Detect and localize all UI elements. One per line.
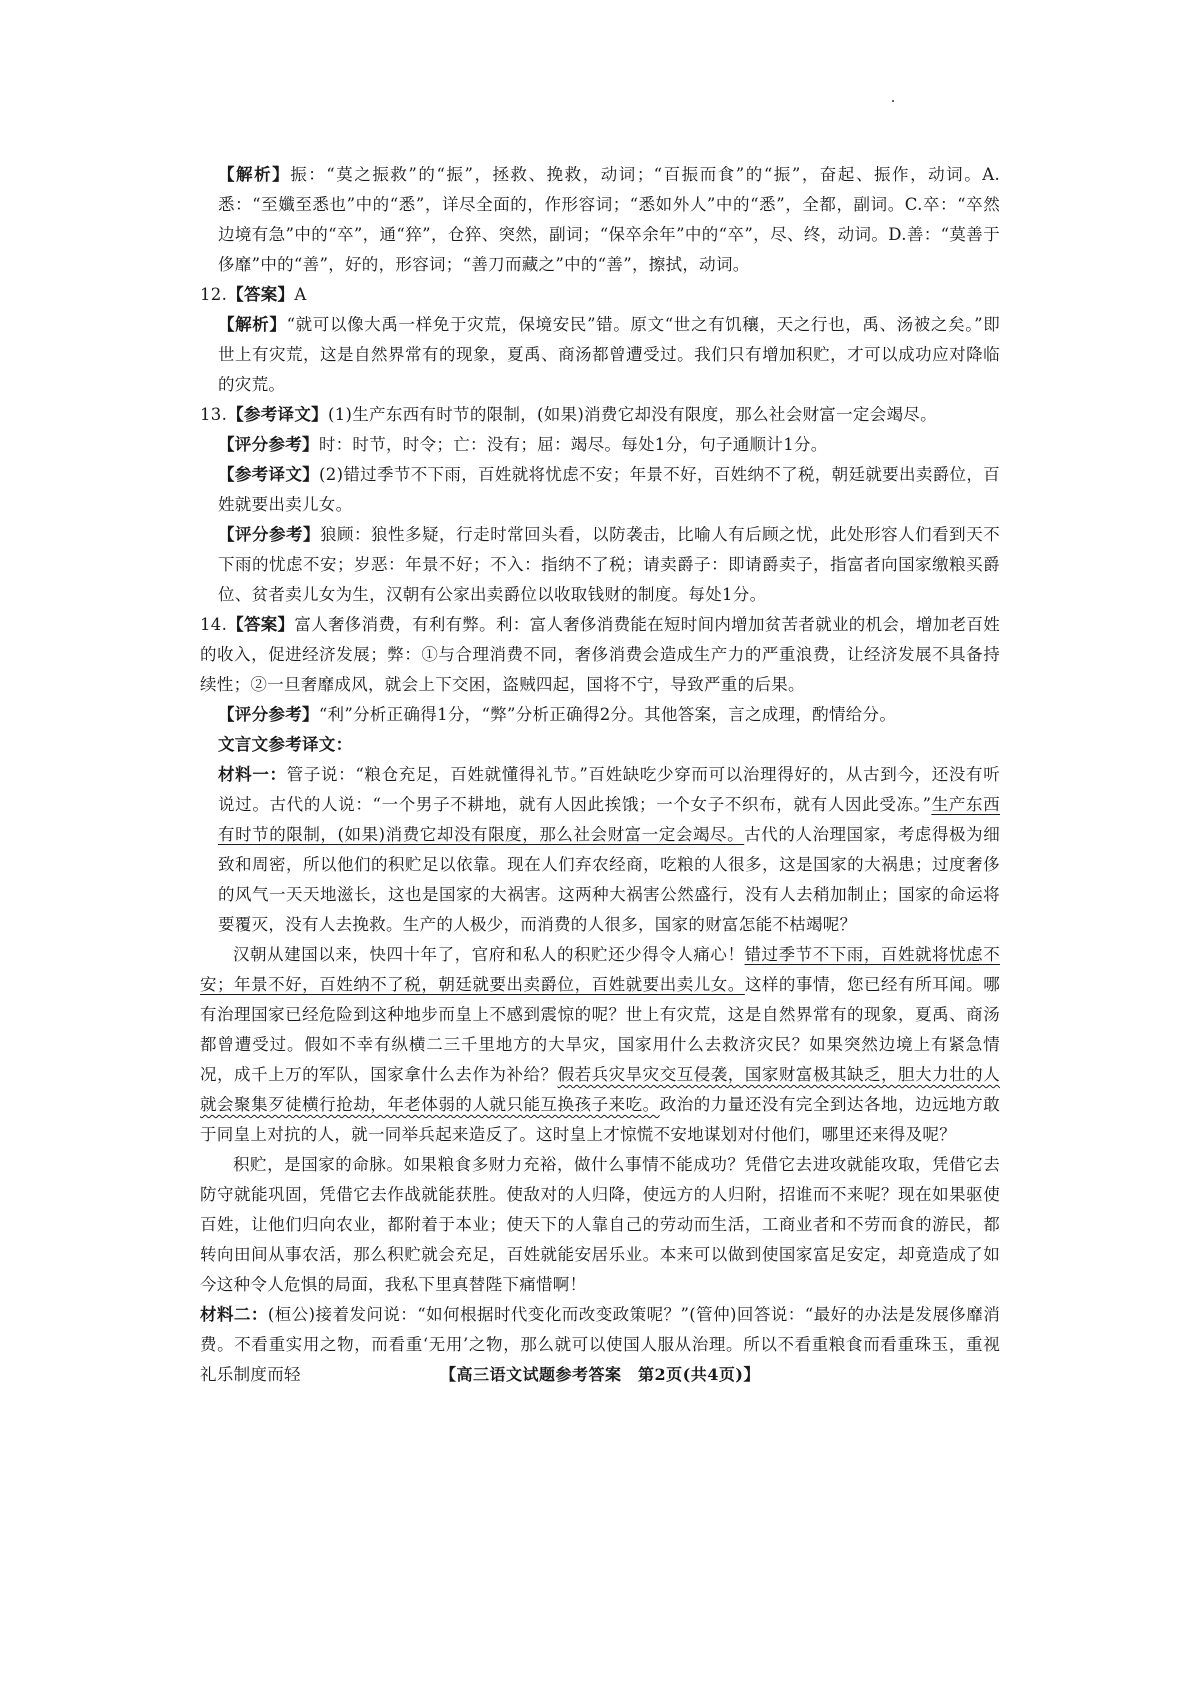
text-segment: (桓公)接着发问说：“如何根据时代变化而改变政策呢？”(管仲)回答说：“最好的办法是发展侈靡消费。不看重实用之物，而看重‘无用’之物，那么就可以使国人服从治理。所以不看重粮食而看重珠玉，重视礼乐制度而轻 bbox=[200, 1305, 1000, 1384]
answer-paragraph bbox=[200, 430, 1000, 460]
answer-paragraph bbox=[200, 160, 1000, 280]
answer-paragraph bbox=[200, 280, 1000, 310]
answer-paragraph bbox=[200, 940, 1000, 1150]
underlined-sentence: 错过季节不下雨，百姓就将忧虑不安；年景不好，百姓纳不了税，朝廷就要出卖爵位，百姓就要出卖儿女。 bbox=[200, 945, 1000, 994]
text-segment: “就可以像大禹一样免于灾荒，保境安民”错。原文“世之有饥穰，天之行也，禹、汤被之矣。”即世上有灾荒，这是自然界常有的现象，夏禹、商汤都曾遭受过。我们只有增加积贮，才可以成功应对降临的灾荒。 bbox=[218, 315, 1000, 394]
answer-content bbox=[200, 160, 1000, 1390]
text-segment: 管子说：“粮仓充足，百姓就懂得礼节。”百姓缺吃少穿而可以治理得好的，从古到今，还没有听说过。古代的人说：“一个男子不耕地，就有人因此挨饿；一个女子不织布，就有人因此受冻。” bbox=[218, 765, 1000, 814]
text-segment: 积贮，是国家的命脉。如果粮食多财力充裕，做什么事情不能成功？凭借它去进攻就能攻取，凭借它去防守就能巩固，凭借它去作战就能获胜。使敌对的人归降，使远方的人归附，招谁而不来呢？现在如果驱使百姓，让他们归向农业，都附着于本业；使天下的人靠自己的劳动而生活，工商业者和不劳而食的游民，都转向田间从事农活，那么积贮就会充足，百姓就能安居乐业。本来可以做到使国家富足安定，却竟造成了如今这种令人危惧的局面，我私下里真替陛下痛惜啊！ bbox=[200, 1155, 1000, 1294]
answer-paragraph bbox=[200, 400, 1000, 430]
text-segment: 这样的事情，您已经有所耳闻。哪有治理国家已经危险到这种地步而皇上不感到震惊的呢？世上有灾荒，这是自然界常有的现象，夏禹、商汤都曾遭受过。假如不幸有纵横二三千里地方的大旱灾，国家用什么去救济灾民？如果突然边境上有紧急情况，成千上万的军队，国家拿什么去作为补给？ bbox=[200, 975, 1000, 1084]
answer-paragraph bbox=[200, 520, 1000, 610]
section-label: 【解析】 bbox=[218, 315, 287, 334]
section-heading bbox=[200, 730, 1000, 760]
section-label: 文言文参考译文： bbox=[218, 735, 353, 754]
answer-paragraph bbox=[200, 310, 1000, 400]
text-segment: 汉朝从建国以来，快四十年了，官府和私人的积贮还少得令人痛心！ bbox=[233, 945, 745, 964]
answer-paragraph bbox=[200, 460, 1000, 520]
section-label: 【答案】 bbox=[227, 615, 295, 634]
text-segment: (2)错过季节不下雨，百姓就将忧虑不安；年景不好，百姓纳不了税，朝廷就要出卖爵位，百姓就要出卖儿女。 bbox=[218, 465, 1000, 514]
page-footer: 【高三语文试题参考答案 第2页(共4页)】 bbox=[440, 1365, 760, 1384]
section-label: 【评分参考】 bbox=[218, 705, 319, 724]
section-label: 【答案】 bbox=[227, 285, 295, 304]
answer-paragraph bbox=[200, 610, 1000, 700]
section-label: 材料二： bbox=[200, 1305, 268, 1324]
wavy-underlined-sentence: 假若兵灾旱灾交互侵袭，国家财富极其缺乏，胆大力壮的人就会聚集歹徒横行抢劫，年老体弱的人就只能互换孩子来吃。 bbox=[200, 1065, 1000, 1114]
text-segment: 振：“莫之振救”的“振”，拯救、挽救，动词；“百振而食”的“振”，奋起、振作，动词。A.悉：“至孅至悉也”中的“悉”，详尽全面的，作形容词；“悉如外人”中的“悉”，全都，副词。C.卒：“卒然边境有急”中的“卒”，通“猝”，仓猝、突然，副词；“保卒余年”中的“卒”，尽、终，动词。D.善：“莫善于侈靡”中的“善”，好的，形容词；“善刀而藏之”中的“善”，擦拭，动词。 bbox=[218, 165, 1001, 274]
section-label: 【参考译文】 bbox=[218, 465, 320, 484]
text-segment: “利”分析正确得1分，“弊”分析正确得2分。其他答案，言之成理，酌情给分。 bbox=[318, 705, 897, 724]
text-segment: 14. bbox=[200, 615, 228, 634]
scan-speck bbox=[892, 100, 894, 102]
text-segment: A bbox=[294, 285, 307, 304]
section-label: 【参考译文】 bbox=[227, 405, 328, 424]
text-segment: (1)生产东西有时节的限制，(如果)消费它却没有限度，那么社会财富一定会竭尽。 bbox=[327, 405, 937, 424]
text-segment: 政治的力量还没有完全到达各地，边远地方敢于同皇上对抗的人，就一同举兵起来造反了。这时皇上才惊慌不安地谋划对付他们，哪里还来得及呢？ bbox=[200, 1095, 1000, 1144]
text-segment: 13. bbox=[200, 405, 228, 424]
text-segment: 富人奢侈消费，有利有弊。利：富人奢侈消费能在短时间内增加贫苦者就业的机会，增加老百姓的收入，促进经济发展；弊：①与合理消费不同，奢侈消费会造成生产力的严重浪费，让经济发展不具备持续性；②一旦奢靡成风，就会上下交困，盗贼四起，国将不宁，导致严重的后果。 bbox=[200, 615, 1001, 694]
text-segment: 古代的人治理国家，考虑得极为细致和周密，所以他们的积贮足以依靠。现在人们弃农经商，吃粮的人很多，这是国家的大祸患；过度奢侈的风气一天天地滋长，这也是国家的大祸害。这两种大祸害公然盛行，没有人去稍加制止；国家的命运将要覆灭，没有人去挽救。生产的人极少，而消费的人很多，国家的财富怎能不枯竭呢？ bbox=[218, 825, 1000, 934]
section-label: 【评分参考】 bbox=[218, 435, 319, 454]
text-segment: 时：时节，时令；亡：没有；屈：竭尽。每处1分，句子通顺计1分。 bbox=[318, 435, 828, 454]
text-segment: 狼顾：狼性多疑，行走时常回头看，以防袭击，比喻人有后顾之忧，此处形容人们看到天不下雨的忧虑不安；岁恶：年景不好；不入：指纳不了税；请卖爵子：即请爵卖子，指富者向国家缴粮买爵位、贫者卖儿女为生，汉朝有公家出卖爵位以收取钱财的制度。每处1分。 bbox=[218, 525, 1000, 604]
section-label: 材料一： bbox=[218, 765, 287, 784]
answer-paragraph bbox=[200, 760, 1000, 940]
answer-paragraph bbox=[200, 700, 1000, 730]
underlined-sentence: 生产东西有时节的限制，(如果)消费它却没有限度，那么社会财富一定会竭尽。 bbox=[218, 795, 1000, 844]
section-label: 【评分参考】 bbox=[218, 525, 321, 544]
answer-paragraph bbox=[200, 1150, 1000, 1300]
section-label: 【解析】 bbox=[218, 165, 291, 184]
text-segment: 12. bbox=[200, 285, 228, 304]
